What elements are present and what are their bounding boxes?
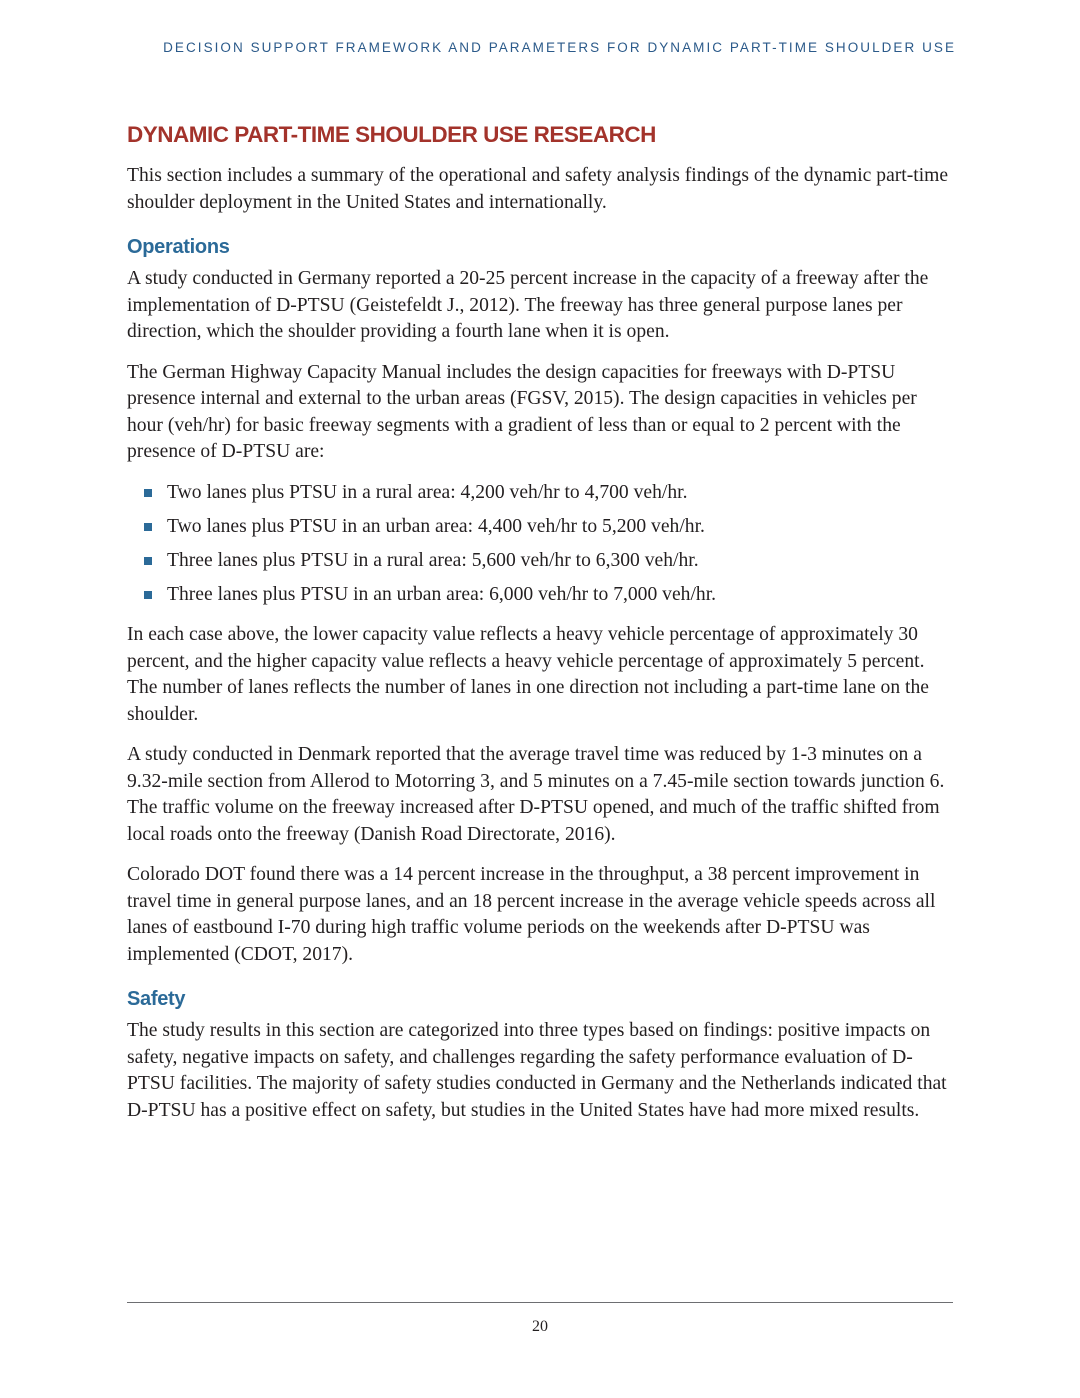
list-item	[127, 514, 957, 541]
running-header: DECISION SUPPORT FRAMEWORK AND PARAMETERS FOR DYNAMIC PART-TIME SHOULDER USE	[163, 40, 956, 55]
list-item	[127, 548, 957, 575]
list-item	[127, 582, 957, 609]
page-number: 20	[532, 1318, 548, 1335]
square-bullet-icon	[144, 591, 152, 599]
safety-paragraph-1: The study results in this section are categorized into three types based on findings: positive impacts on safety, negative impacts on safety, and challenges regarding the safety performance evaluation of D-PTSU facilities. The majority of safety studies conducted in Germany and the Netherlands indicated that D-PTSU has a positive effect on safety, but studies in the United States have had more mixed results.	[127, 1020, 947, 1121]
operations-heading: Operations	[127, 236, 230, 259]
safety-heading: Safety	[127, 988, 186, 1011]
operations-paragraph-2: The German Highway Capacity Manual includes the design capacities for freeways with D-PTSU presence internal and external to the urban areas (FGSV, 2015). The design capacities in vehicles per hour (veh/hr) for basic freeway segments with a gradient of less than or equal to 2 percent with the presence of D-PTSU are:	[127, 361, 917, 463]
operations-paragraph-3: In each case above, the lower capacity value reflects a heavy vehicle percentage of approximately 30 percent, and the higher capacity value reflects a heavy vehicle percentage of approximately 5 percent. The number of lanes reflects the number of lanes in one direction not including a part-time lane on the shoulder.	[127, 624, 929, 725]
square-bullet-icon	[144, 557, 152, 565]
square-bullet-icon	[144, 489, 152, 497]
intro-paragraph: This section includes a summary of the operational and safety analysis findings of the dynamic part-time shoulder deployment in the United States and internationally.	[127, 165, 949, 213]
list-item	[127, 480, 957, 507]
operations-paragraph-5: Colorado DOT found there was a 14 percent increase in the throughput, a 38 percent improvement in travel time in general purpose lanes, and an 18 percent increase in the average vehicle speeds across all lanes of eastbound I-70 during high traffic volume periods on the weekends after D-PTSU was implemented (CDOT, 2017).	[127, 864, 936, 965]
operations-paragraph-4: A study conducted in Denmark reported that the average travel time was reduced by 1-3 minutes on a 9.32-mile section from Allerod to Motorring 3, and 5 minutes on a 7.45-mile section towards junction 6. The traffic volume on the freeway increased after D-PTSU opened, and much of the traffic shifted from local roads onto the freeway (Danish Road Directorate, 2016).	[127, 744, 945, 845]
capacity-bullet-list	[127, 480, 957, 609]
list-item-text: Three lanes plus PTSU in a rural area: 5,600 veh/hr to 6,300 veh/hr.	[167, 549, 699, 571]
list-item-text: Three lanes plus PTSU in an urban area: 6,000 veh/hr to 7,000 veh/hr.	[167, 583, 717, 605]
footer-divider	[127, 1302, 953, 1303]
square-bullet-icon	[144, 523, 152, 531]
operations-paragraph-1: A study conducted in Germany reported a 20-25 percent increase in the capacity of a freeway after the implementation of D-PTSU (Geistefeldt J., 2012). The freeway has three general purpose lanes per direction, which the shoulder providing a fourth lane when it is open.	[127, 268, 929, 343]
list-item-text: Two lanes plus PTSU in an urban area: 4,400 veh/hr to 5,200 veh/hr.	[167, 515, 705, 537]
section-title: DYNAMIC PART-TIME SHOULDER USE RESEARCH	[127, 122, 656, 147]
list-item-text: Two lanes plus PTSU in a rural area: 4,200 veh/hr to 4,700 veh/hr.	[167, 481, 688, 503]
page-content	[127, 120, 957, 1138]
